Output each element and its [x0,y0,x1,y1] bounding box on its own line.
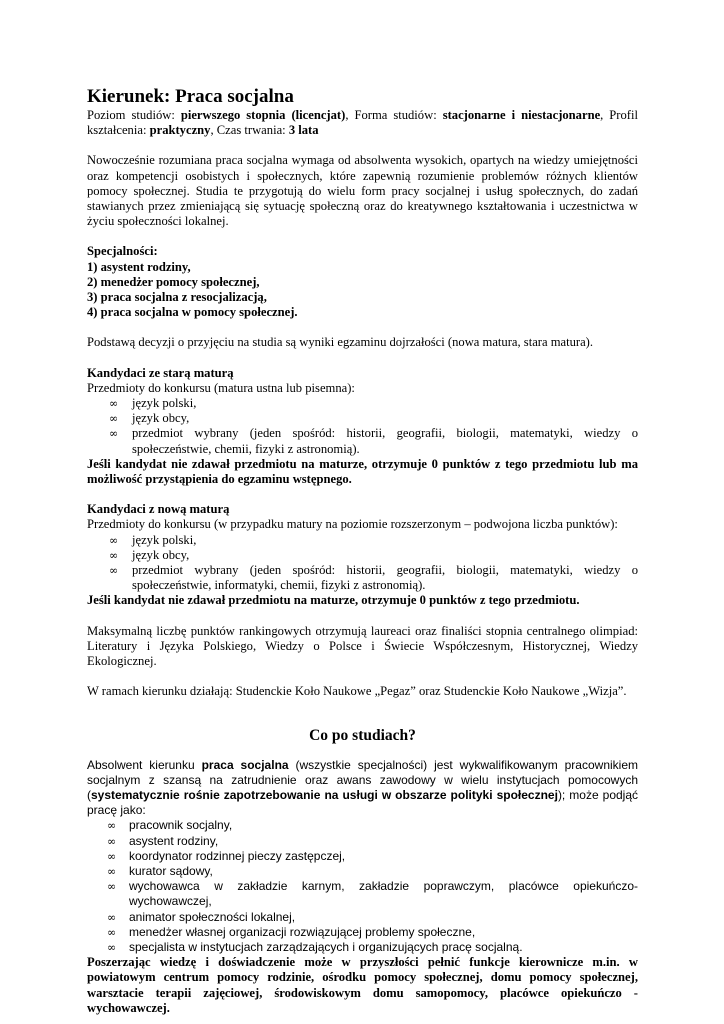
old-matura-note: Jeśli kandydat nie zdawał przedmiotu na maturze, otrzymuje 0 punktów z tego przedmiotu lub ma możliwość przystąpienia do egzaminu wstępnego. [87,456,638,487]
old-matura-subject-list [87,396,638,457]
infinity-bullet-icon: ∞ [107,834,117,848]
laureates-paragraph: Maksymalną liczbę punktów rankingowych otrzymują laureaci oraz finaliści stopnia centralnego olimpiad: Literatury i Języka Polskiego, Wiedzy o Polsce i Świecie Współczesnym, Historycznej, Wiedzy Ekologicznej. [87,623,638,669]
list-item: ∞ język obcy, [109,547,190,562]
list-item: ∞ język polski, [109,532,197,547]
infinity-bullet-icon: ∞ [107,864,117,878]
infinity-bullet-icon: ∞ [109,427,119,441]
graduate-paragraph: Absolwent kierunku praca socjalna (wszystkie specjalności) jest wykwalifikowanym pracownikiem socjalnym z szansą na zatrudnienie oraz awans zawodowy w wielu instytucjach pomocowych (systematycznie rośnie zapotrzebowanie na usługi w obszarze polityki społecznej); może podjąć pracę jako: [87,757,639,818]
level-label: Poziom studiów: [87,108,181,122]
new-matura-subjects-intro: Przedmioty do konkursu (w przypadku matury na poziomie rozszerzonym – podwojona liczba punktów): [87,517,618,532]
after-studies-heading: Co po studiach? [309,726,416,744]
infinity-bullet-icon: ∞ [109,397,119,411]
list-item: ∞ menedżer własnej organizacji rozwiązującej problemy społeczne, [107,924,476,939]
new-matura-subject-list [87,533,638,594]
list-item: ∞ kurator sądowy, [107,863,213,878]
infinity-bullet-icon: ∞ [107,880,117,894]
duration-label: , Czas trwania: [210,123,289,138]
admission-basis: Podstawą decyzji o przyjęciu na studia są wyniki egzaminu dojrzałości (nowa matura, stara matura). [87,335,594,350]
list-item: ∞ język polski, [109,396,197,411]
old-matura-subjects-intro: Przedmioty do konkursu (matura ustna lub pisemna): [87,380,355,395]
list-item: ∞ specjalista w instytucjach zarządzających i organizujących pracę socjalną. [107,939,523,954]
infinity-bullet-icon: ∞ [107,819,117,833]
study-meta [87,108,638,138]
intro-paragraph: Nowocześnie rozumiana praca socjalna wymaga od absolwenta wysokich, opartych na wiedzy umiejętności oraz kompetencji osobistych i społecznych, które zapewnią rozumienie problemów różnych klientów pomocy społecznej. Studia te przygotują do wielu form pracy socjalnej i usług społecznych, do zadań stawianych przez zmieniającą się sytuację społeczną oraz do kreatywnego kształtowania i uczestnictwa w życiu społeczności lokalnej. [87,153,638,229]
specialty-item: 2) menedżer pomocy społecznej, [87,274,260,289]
old-matura-heading: Kandydaci ze starą maturą [87,365,234,380]
infinity-bullet-icon: ∞ [107,849,117,863]
infinity-bullet-icon: ∞ [107,910,117,924]
page-title: Kierunek: Praca socjalna [87,86,294,107]
infinity-bullet-icon: ∞ [107,925,117,939]
list-item: ∞ przedmiot wybrany (jeden spośród: historii, geografii, biologii, matematyki, wiedzy o społeczeństwie, chemii, fizyki z astronomią). [109,426,638,456]
profile-value: praktyczny [149,123,211,138]
infinity-bullet-icon: ∞ [107,940,117,954]
specialties-heading: Specjalności: [87,244,158,259]
final-paragraph: Poszerzając wiedzę i doświadczenie może w przyszłości pełnić funkcje kierownicze m.in. w powiatowym centrum pomocy rodzinie, ośrodku pomocy społecznej, domu pomocy społecznej, warsztacie terapii zajęciowej, środowiskowym domu samopomocy, placówce opiekuńczo - wychowawczej. [87,955,638,1015]
new-matura-note: Jeśli kandydat nie zdawał przedmiotu na maturze, otrzymuje 0 punktów z tego przedmiotu. [87,593,580,608]
list-item: ∞ wychowawca w zakładzie karnym, zakładzie poprawczym, placówce opiekuńczo-wychowawczej, [107,879,638,909]
infinity-bullet-icon: ∞ [109,533,119,547]
infinity-bullet-icon: ∞ [109,412,119,426]
list-item: ∞ przedmiot wybrany (jeden spośród: historii, geografii, biologii, matematyki, wiedzy o społeczeństwie, informatyki, chemii, fizyki z astronomią). [109,563,638,593]
list-item: ∞ koordynator rodzinnej pieczy zastępczej, [107,848,346,863]
job-list [87,818,638,955]
profile-label: , Profil kształcenia: [87,108,638,138]
form-label: , Forma studiów: [345,108,443,122]
level-value: pierwszego stopnia (licencjat) [180,108,346,122]
list-item: ∞ pracownik socjalny, [107,818,233,833]
infinity-bullet-icon: ∞ [109,564,119,578]
clubs-paragraph: W ramach kierunku działają: Studenckie Koło Naukowe „Pegaz” oraz Studenckie Koło Naukowe „Wizja”. [87,684,627,699]
list-item: ∞ asystent rodziny, [107,833,219,848]
form-value: stacjonarne i niestacjonarne [442,108,601,122]
specialty-item: 4) praca socjalna w pomocy społecznej. [87,305,298,320]
duration-value: 3 lata [288,123,319,138]
specialty-item: 3) praca socjalna z resocjalizacją, [87,290,267,305]
new-matura-heading: Kandydaci z nową maturą [87,502,230,517]
list-item: ∞ animator społeczności lokalnej, [107,909,296,924]
infinity-bullet-icon: ∞ [109,548,119,562]
list-item: ∞ język obcy, [109,411,190,426]
specialty-item: 1) asystent rodziny, [87,259,191,274]
document-page [87,86,638,1016]
